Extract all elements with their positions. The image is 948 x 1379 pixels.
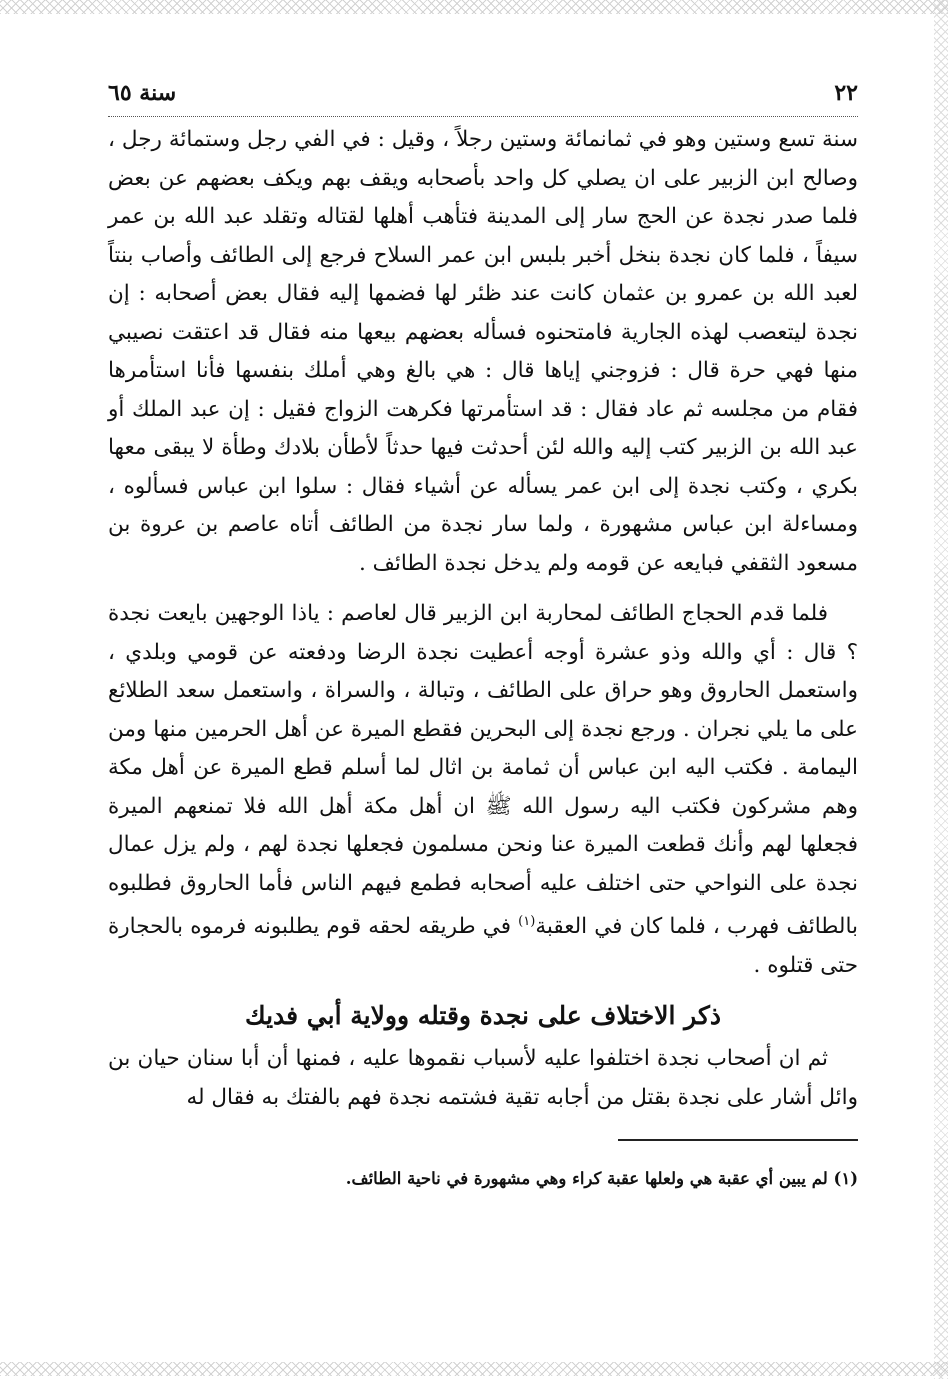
right-border-ornament <box>934 0 948 1379</box>
body-paragraph-1: سنة تسع وستين وهو في ثمانمائة وستين رجلاً ، وقيل : في الفي رجل وستمائة رجل ، وصالح ابن الزبير على ان يصلي كل واحد بأصحابه ويقف بهم ويكف بعضهم عن بعض فلما صدر نجدة عن الحج سار إلى المدينة فتأهب أهلها لقتاله وتقلد عبد الله بن عمر سيفاً ، فلما كان نجدة بنخل أخبر بلبس ابن عمر السلاح فرجع إلى الطائف وأصاب بنتاً لعبد الله بن عمرو بن عثمان كانت عند ظئر لها فضمها إليه فقال بعض أصحابه : إن نجدة ليتعصب لهذه الجارية فامتحنوه فسأله بعضهم بيعها منه فقال قد اعتقت نصيبي منها فهي حرة قال : فزوجني إياها قال : هي بالغ وهي أملك بنفسها فأنا استأمرها فقام من مجلسه ثم عاد فقال : قد استأمرتها فكرهت الزواج فقيل : إن عبد الملك أو عبد الله بن الزبير كتب إليه والله لئن أحدثت فيها حدثاً لأطأن بلادك وطأة لا يبقى معها بكري ، وكتب نجدة إلى ابن عمر يسأله عن أشياء فقال : سلوا ابن عباس فسألوه ، ومساءلة ابن عباس مشهورة ، ولما سار نجدة من الطائف أتاه عاصم بن عروة بن مسعود الثقفي فبايعه عن قومه ولم يدخل نجدة الطائف . <box>108 127 858 576</box>
page-header <box>108 76 858 117</box>
footnote-separator <box>618 1139 858 1141</box>
running-title: سنة ٦٥ <box>108 80 177 106</box>
bottom-border-ornament <box>0 1362 948 1376</box>
body-paragraph-2 <box>108 595 858 985</box>
section-heading: ذكر الاختلاف على نجدة وقتله وولاية أبي فديك <box>245 1001 721 1031</box>
paragraph-2-text: فلما قدم الحجاج الطائف لمحاربة ابن الزبير قال لعاصم : ياذا الوجهين بايعت نجدة ؟ قال : أي والله وذو عشرة أوجه أعطيت نجدة الرضا ودفعته عن قومي وبلدي ، واستعمل الحاروق وهو حراق على الطائف ، وتبالة ، والسراة ، واستعمل سعد الطلائع على ما يلي نجران . ورجع نجدة إلى البحرين فقطع الميرة عن أهل الحرمين منها ومن اليمامة . فكتب اليه ابن عباس أن ثمامة بن اثال لما أسلم قطع الميرة عن أهل مكة وهم مشركون فكتب اليه رسول الله ﷺ ان أهل مكة أهل الله فلا تمنعهم الميرة فجعلها لهم وأنك قطعت الميرة عنا ونحن مسلمون فجعلها نجدة لهم ، ولم يزل عمال نجدة على النواحي حتى اختلف عليه أصحابه فطمع فيهم الناس فأما الحاروق فطلبوه بالطائف فهرب ، فلما كان في العقبة <box>108 601 858 940</box>
paragraph-2-tail: في طريقه لحقه قوم يطلبونه فرموه بالحجارة حتى قتلوه . <box>108 914 858 978</box>
book-page <box>108 76 858 1193</box>
page-number: ٢٢ <box>834 80 858 106</box>
body-paragraph-3: ثم ان أصحاب نجدة اختلفوا عليه لأسباب نقموها عليه ، فمنها أن أبا سنان حيان بن وائل أشار على نجدة بقتل من أجابه تقية فشتمه نجدة فهم بالفتك به فقال له <box>108 1046 858 1110</box>
footnote-marker: (١) <box>518 914 536 929</box>
footnote: (١) لم يبين أي عقبة هي ولعلها عقبة كراء وهي مشهورة في ناحية الطائف. <box>345 1169 858 1189</box>
top-border-ornament <box>0 0 948 14</box>
